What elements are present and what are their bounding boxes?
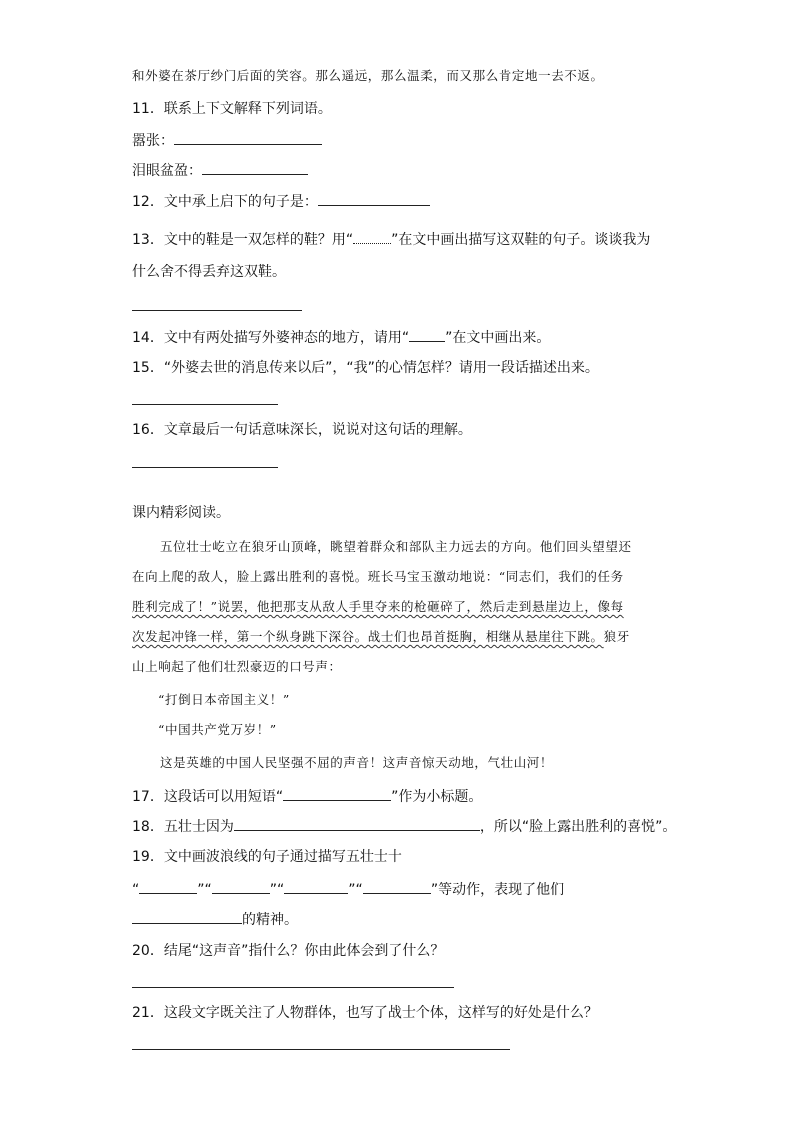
question-11: 11．联系上下文解释下列词语。 <box>132 101 332 117</box>
q20-answer-line[interactable] <box>132 987 454 988</box>
q19-quote-1: “ <box>132 882 140 898</box>
question-14 <box>132 327 550 348</box>
passage-line-8: 这是英雄的中国人民坚强不屈的声音！这声音惊天动地，气壮山河！ <box>160 755 554 770</box>
q19-quote-3: ”“ <box>269 882 285 898</box>
passage-line-4 <box>132 627 630 647</box>
q11-word-1-label: 嚣张： <box>132 133 174 149</box>
question-13-text-a: 13．文中的鞋是一双怎样的鞋？用“ <box>132 232 354 248</box>
q21-answer-line[interactable] <box>132 1049 510 1050</box>
question-17-text-b: ”作为小标题。 <box>391 789 483 805</box>
passage-line-4-tail: 狼牙 <box>603 629 630 644</box>
question-21: 21．这段文字既关注了人物群体，也写了战士个体，这样写的好处是什么？ <box>132 1005 598 1021</box>
q14-mark-sample <box>409 327 445 342</box>
q18-answer-blank[interactable] <box>234 816 480 831</box>
passage-line-5: 山上响起了他们壮烈豪迈的口号声： <box>132 659 342 674</box>
q16-answer-line[interactable] <box>132 467 278 468</box>
q11-word-1 <box>132 130 322 151</box>
passage-wavy-text-4: 次发起冲锋一样，第一个纵身跳下深谷。战士们也昂首挺胸，相继从悬崖往下跳。 <box>132 629 604 644</box>
passage-line-1: 五位壮士屹立在狼牙山顶峰，眺望着群众和部队主力远去的方向。他们回头望望还 <box>160 539 632 554</box>
q17-answer-blank[interactable] <box>283 786 391 801</box>
passage-wavy-text-3: 胜利完成了！”说罢，他把那支从敌人手里夺来的枪砸碎了，然后走到悬崖边上，像每 <box>132 599 624 614</box>
question-16: 16．文章最后一句话意味深长，说说对这句话的理解。 <box>132 422 472 438</box>
question-18-text-a: 18．五壮士因为 <box>132 819 234 835</box>
question-19-line-3 <box>132 909 298 930</box>
q11-word-2-label: 泪眼盆盈： <box>132 163 202 179</box>
passage-line-2: 在向上爬的敌人，脸上露出胜利的喜悦。班长马宝玉激动地说：“同志们，我们的任务 <box>132 569 624 584</box>
passage-slogan-1: “打倒日本帝国主义！” <box>158 692 290 707</box>
question-13-text-b: ”在文中画出描写这双鞋的句子。谈谈我为 <box>391 232 651 248</box>
question-13 <box>132 229 650 250</box>
q11-word-2 <box>132 160 308 181</box>
question-18-text-b: ，所以“脸上露出胜利的喜悦”。 <box>479 819 677 835</box>
q12-answer-blank[interactable] <box>318 191 430 206</box>
q19-action-blank-1[interactable] <box>139 879 197 894</box>
q15-answer-line[interactable] <box>132 404 278 405</box>
passage-closing-line: 和外婆在茶厅纱门后面的笑容。那么遥远，那么温柔，而又那么肯定地一去不返。 <box>132 68 604 83</box>
question-20: 20．结尾“这声音”指什么？你由此体会到了什么？ <box>132 943 445 959</box>
q19-quote-2: ”“ <box>197 882 212 898</box>
q19-spirit-blank[interactable] <box>132 909 242 924</box>
question-12 <box>132 191 430 212</box>
question-13-line-2: 什么舍不得丢弃这双鞋。 <box>132 264 286 280</box>
question-14-text-a: 14．文中有两处描写外婆神态的地方，请用“ <box>132 330 410 346</box>
question-19: 19．文中画波浪线的句子通过描写五壮士十 <box>132 849 402 865</box>
q11-answer-blank-1[interactable] <box>174 130 322 145</box>
question-18 <box>132 816 676 837</box>
passage-line-3 <box>132 597 624 617</box>
question-15: 15．“外婆去世的消息传来以后”，“我”的心情怎样？请用一段话描述出来。 <box>132 360 599 376</box>
question-12-text: 12．文中承上启下的句子是： <box>132 194 318 210</box>
q19-action-blank-3[interactable] <box>284 879 348 894</box>
q19-quote-4: ”“ <box>348 882 363 898</box>
q19-action-blank-2[interactable] <box>212 879 270 894</box>
question-19-tail: 的精神。 <box>242 912 298 928</box>
question-19-text-b: ”等动作，表现了他们 <box>430 882 565 898</box>
q13-mark-sample <box>353 229 391 244</box>
question-17-text-a: 17．这段话可以用短语“ <box>132 789 284 805</box>
q19-action-blank-4[interactable] <box>363 879 431 894</box>
question-17 <box>132 786 482 807</box>
q13-answer-line[interactable] <box>132 310 302 311</box>
q11-answer-blank-2[interactable] <box>202 160 308 175</box>
passage-slogan-2: “中国共产党万岁！” <box>158 722 277 737</box>
section-title: 课内精彩阅读。 <box>132 505 230 521</box>
question-19-line-2 <box>132 879 564 900</box>
question-14-text-b: ”在文中画出来。 <box>445 330 551 346</box>
